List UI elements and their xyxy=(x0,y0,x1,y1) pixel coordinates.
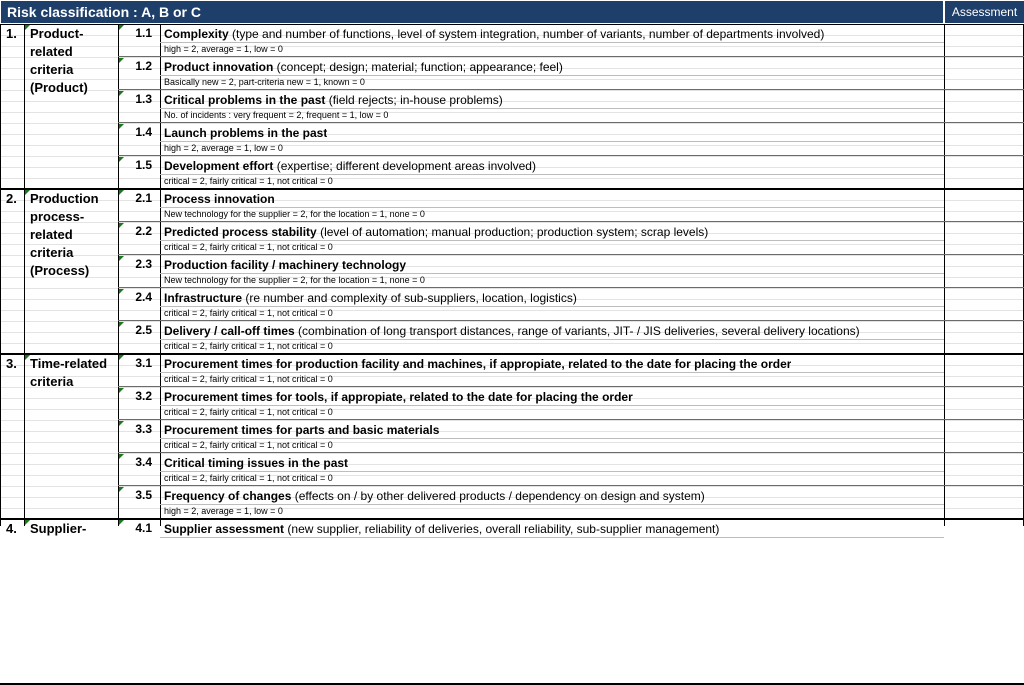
comment-marker-icon xyxy=(25,355,30,360)
assessment-cell[interactable] xyxy=(945,256,1023,287)
category-number: 3. xyxy=(6,356,17,371)
scoring-scale: high = 2, average = 1, low = 0 xyxy=(164,143,283,153)
criterion-detail: (combination of long transport distances, range of variants, JIT- / JIS deliveries, several delivery locations) xyxy=(294,324,860,338)
assessment-cell[interactable] xyxy=(945,190,1023,221)
assessment-header: Assessment xyxy=(945,1,1024,23)
comment-marker-icon xyxy=(119,124,124,129)
criterion-title: Procurement times for production facility and machines, if appropiate, related to the date for placing the order xyxy=(164,357,792,371)
criterion-title-line xyxy=(164,225,708,239)
scoring-scale: critical = 2, fairly critical = 1, not critical = 0 xyxy=(164,308,333,318)
assessment-cell[interactable] xyxy=(945,388,1023,419)
criterion-number: 2.1 xyxy=(135,191,152,205)
comment-marker-icon xyxy=(25,520,30,525)
criterion-title-line xyxy=(164,522,719,536)
criterion-title: Launch problems in the past xyxy=(164,126,328,140)
scoring-scale: high = 2, average = 1, low = 0 xyxy=(164,506,283,516)
assessment-cell[interactable] xyxy=(945,487,1023,518)
assessment-cell[interactable] xyxy=(945,520,1023,551)
criterion-title: Frequency of changes xyxy=(164,489,292,503)
criterion-number: 2.3 xyxy=(135,257,152,271)
row-inner-line xyxy=(160,273,944,274)
row-inner-line xyxy=(160,405,944,406)
criterion-number: 3.2 xyxy=(135,389,152,403)
criterion-title: Procurement times for parts and basic materials xyxy=(164,423,440,437)
criterion-title: Infrastructure xyxy=(164,291,243,305)
criterion-title: Complexity xyxy=(164,27,229,41)
comment-marker-icon xyxy=(119,223,124,228)
criterion-title: Procurement times for tools, if appropiate, related to the date for placing the order xyxy=(164,390,633,404)
scoring-scale: critical = 2, fairly critical = 1, not critical = 0 xyxy=(164,374,333,384)
criterion-detail: (re number and complexity of sub-suppliers, location, logistics) xyxy=(242,291,577,305)
row-inner-line xyxy=(160,504,944,505)
category-label: (Process) xyxy=(30,263,90,278)
comment-marker-icon xyxy=(119,91,124,96)
comment-marker-icon xyxy=(119,289,124,294)
criterion-title-line xyxy=(164,258,406,272)
criterion-number: 2.4 xyxy=(135,290,152,304)
row-inner-line xyxy=(160,240,944,241)
criterion-title: Development effort xyxy=(164,159,274,173)
row-inner-line xyxy=(160,306,944,307)
criterion-number: 1.3 xyxy=(135,92,152,106)
criterion-detail: (level of automation; manual production; production system; scrap levels) xyxy=(316,225,709,239)
criterion-number: 3.1 xyxy=(135,356,152,370)
scoring-scale: New technology for the supplier = 2, for the location = 1, none = 0 xyxy=(164,275,425,285)
row-inner-line xyxy=(160,108,944,109)
comment-marker-icon xyxy=(119,388,124,393)
comment-marker-icon xyxy=(25,25,30,30)
criterion-detail: (effects on / by other delivered products / dependency on design and system) xyxy=(291,489,705,503)
criterion-title-line xyxy=(164,489,705,503)
category-label: criteria xyxy=(30,374,74,389)
criterion-number: 1.1 xyxy=(135,26,152,40)
criterion-number: 2.2 xyxy=(135,224,152,238)
criterion-number: 3.4 xyxy=(135,455,152,469)
criterion-number: 2.5 xyxy=(135,323,152,337)
assessment-cell[interactable] xyxy=(945,25,1023,56)
criterion-number: 4.1 xyxy=(135,521,152,535)
criterion-title-line xyxy=(164,423,439,437)
criterion-number: 3.3 xyxy=(135,422,152,436)
comment-marker-icon xyxy=(119,157,124,162)
criterion-detail: (expertise; different development areas involved) xyxy=(273,159,536,173)
row-inner-line xyxy=(160,339,944,340)
scoring-scale: high = 2, average = 1, low = 0 xyxy=(164,44,283,54)
category-label: Product- xyxy=(30,26,84,41)
criterion-title-line xyxy=(164,390,633,404)
scoring-scale: Basically new = 2, part-criteria new = 1, known = 0 xyxy=(164,77,365,87)
comment-marker-icon xyxy=(119,322,124,327)
criterion-number: 1.2 xyxy=(135,59,152,73)
criterion-title: Predicted process stability xyxy=(164,225,317,239)
scoring-scale: critical = 2, fairly critical = 1, not critical = 0 xyxy=(164,407,333,417)
criterion-title: Product innovation xyxy=(164,60,274,74)
category-label: related xyxy=(30,44,73,59)
sheet-title: Risk classification : A, B or C xyxy=(1,1,943,23)
category-number: 1. xyxy=(6,26,17,41)
comment-marker-icon xyxy=(119,58,124,63)
category-number: 2. xyxy=(6,191,17,206)
criterion-title-line xyxy=(164,357,791,371)
criterion-detail: (new supplier, reliability of deliveries, overall reliability, sub-supplier management) xyxy=(284,522,720,536)
comment-marker-icon xyxy=(119,487,124,492)
category-label: Supplier- xyxy=(30,521,87,536)
category-label: criteria xyxy=(30,62,74,77)
assessment-cell[interactable] xyxy=(945,91,1023,122)
category-label: (Product) xyxy=(30,80,88,95)
criterion-title-line xyxy=(164,159,536,173)
criterion-title: Production facility / machinery technology xyxy=(164,258,407,272)
row-inner-line xyxy=(160,537,944,538)
criterion-title: Critical timing issues in the past xyxy=(164,456,349,470)
assessment-cell[interactable] xyxy=(945,157,1023,188)
criterion-title: Process innovation xyxy=(164,192,275,206)
scoring-scale: critical = 2, fairly critical = 1, not critical = 0 xyxy=(164,242,333,252)
scoring-scale: critical = 2, fairly critical = 1, not critical = 0 xyxy=(164,473,333,483)
row-inner-line xyxy=(160,42,944,43)
assessment-cell[interactable] xyxy=(945,58,1023,89)
criterion-detail: (concept; design; material; function; appearance; feel) xyxy=(273,60,563,74)
row-inner-line xyxy=(160,141,944,142)
assessment-cell[interactable] xyxy=(945,355,1023,386)
comment-marker-icon xyxy=(25,190,30,195)
criterion-title-line xyxy=(164,456,348,470)
category-number: 4. xyxy=(6,521,17,536)
assessment-cell[interactable] xyxy=(945,289,1023,320)
category-label: Time-related xyxy=(30,356,108,371)
col-border xyxy=(24,24,25,526)
row-inner-line xyxy=(160,372,944,373)
criterion-number: 1.5 xyxy=(135,158,152,172)
criterion-title-line xyxy=(164,324,860,338)
scoring-scale: critical = 2, fairly critical = 1, not critical = 0 xyxy=(164,440,333,450)
criterion-title-line xyxy=(164,93,503,107)
scoring-scale: No. of incidents : very frequent = 2, frequent = 1, low = 0 xyxy=(164,110,389,120)
comment-marker-icon xyxy=(119,256,124,261)
row-inner-line xyxy=(160,75,944,76)
criterion-title: Delivery / call-off times xyxy=(164,324,295,338)
row-inner-line xyxy=(160,438,944,439)
category-label: Production xyxy=(30,191,99,206)
criterion-detail: (type and number of functions, level of system integration, number of variants, number of departments involved) xyxy=(228,27,825,41)
comment-marker-icon xyxy=(119,421,124,426)
row-inner-line xyxy=(160,207,944,208)
criterion-title: Critical problems in the past xyxy=(164,93,326,107)
criterion-title-line xyxy=(164,60,563,74)
scoring-scale: critical = 2, fairly critical = 1, not critical = 0 xyxy=(164,341,333,351)
criterion-title-line xyxy=(164,27,824,41)
category-label: related xyxy=(30,227,73,242)
assessment-cell[interactable] xyxy=(945,124,1023,155)
category-label: process- xyxy=(30,209,85,224)
row-inner-line xyxy=(160,174,944,175)
assessment-cell[interactable] xyxy=(945,322,1023,353)
assessment-cell[interactable] xyxy=(945,421,1023,452)
criterion-number: 1.4 xyxy=(135,125,152,139)
criterion-title: Supplier assessment xyxy=(164,522,285,536)
criterion-title-line xyxy=(164,126,327,140)
scoring-scale: critical = 2, fairly critical = 1, not critical = 0 xyxy=(164,176,333,186)
criterion-title-line xyxy=(164,291,577,305)
scoring-scale: New technology for the supplier = 2, for the location = 1, none = 0 xyxy=(164,209,425,219)
comment-marker-icon xyxy=(119,454,124,459)
row-inner-line xyxy=(160,471,944,472)
assessment-cell[interactable] xyxy=(945,223,1023,254)
criterion-title-line xyxy=(164,192,275,206)
left-border xyxy=(0,24,1,526)
criterion-number: 3.5 xyxy=(135,488,152,502)
assessment-cell[interactable] xyxy=(945,454,1023,485)
category-label: criteria xyxy=(30,245,74,260)
criterion-detail: (field rejects; in-house problems) xyxy=(325,93,503,107)
